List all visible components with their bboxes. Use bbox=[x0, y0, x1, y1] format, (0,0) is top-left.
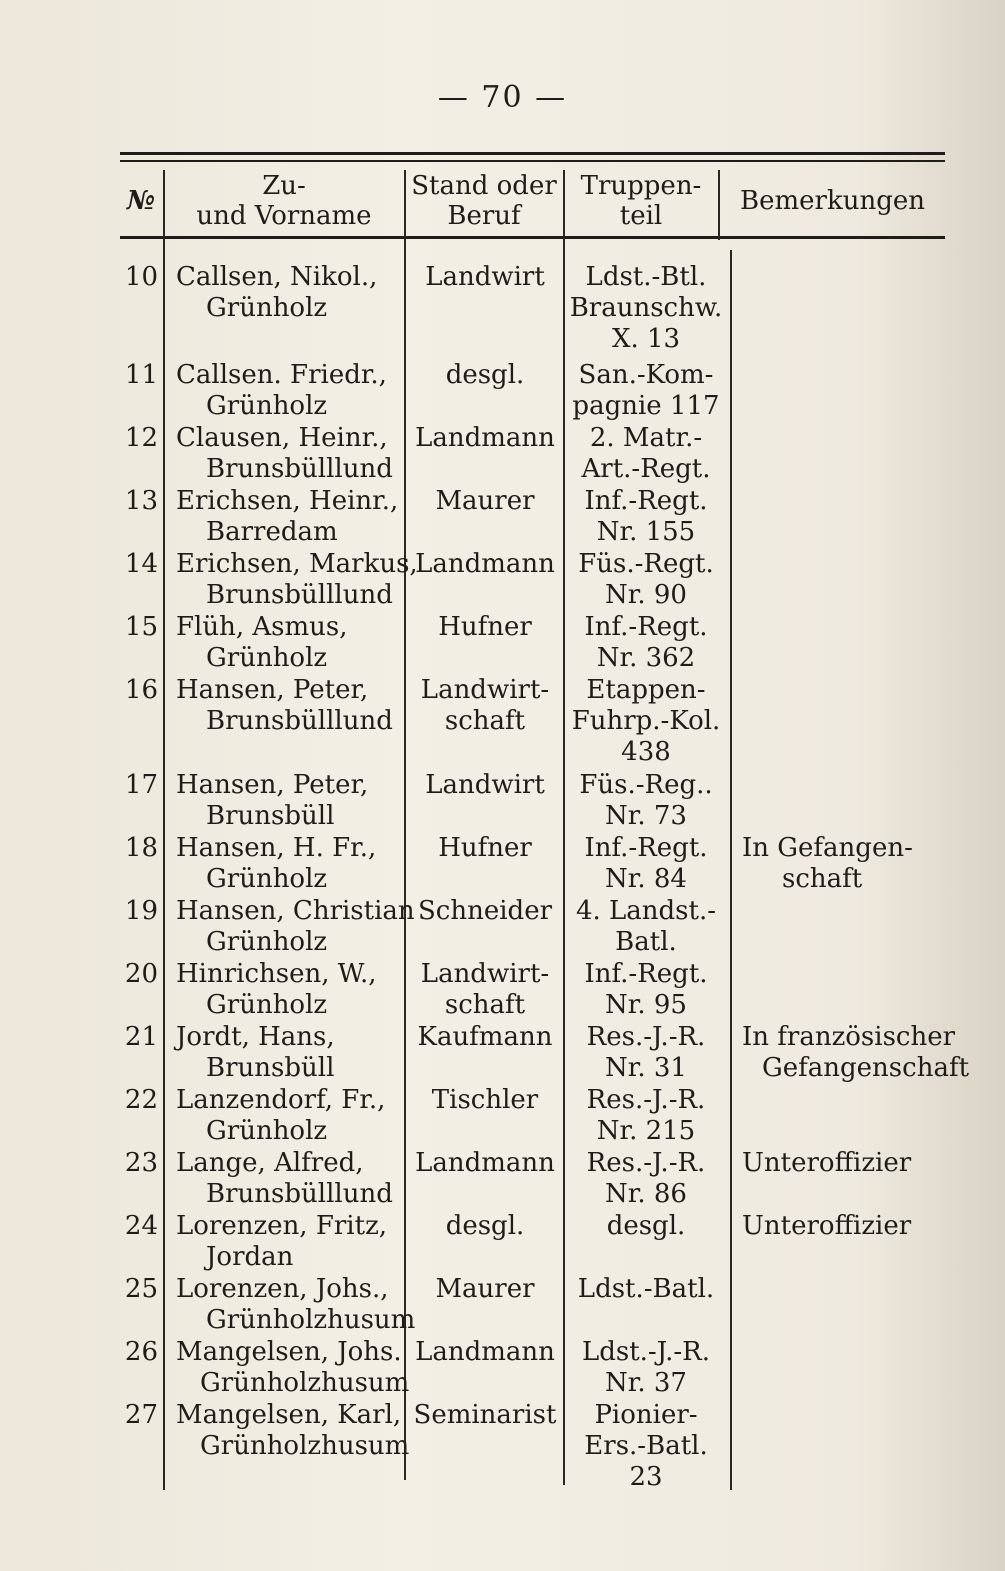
row-unit: Ldst.-Batl. bbox=[577, 1274, 715, 1304]
row-name: Lorenzen, Fritz, Jordan bbox=[176, 1211, 388, 1272]
row-occupation: Seminarist bbox=[413, 1400, 557, 1430]
row-occupation: Tischler bbox=[431, 1085, 539, 1115]
row-occupation: Maurer bbox=[435, 486, 535, 516]
row-occupation: Hufner bbox=[438, 833, 532, 863]
top-rule-thin bbox=[120, 160, 945, 162]
row-remarks: Unteroffizier bbox=[742, 1211, 912, 1241]
row-number: 12 bbox=[124, 423, 158, 453]
row-unit: Inf.-Regt. Nr. 155 bbox=[584, 486, 708, 547]
header-remarks: Bemerkungen bbox=[740, 186, 925, 216]
row-unit: Etappen- Fuhrp.-Kol. 438 bbox=[571, 675, 721, 767]
row-number: 11 bbox=[124, 360, 158, 390]
row-name: Lanzendorf, Fr., Grünholz bbox=[176, 1085, 386, 1146]
row-name: Jordt, Hans, Brunsbüll bbox=[176, 1022, 335, 1083]
row-number: 20 bbox=[124, 959, 158, 989]
row-number: 21 bbox=[124, 1022, 158, 1052]
row-occupation: Landwirt- schaft bbox=[420, 675, 550, 736]
row-name: Lorenzen, Johs., Grünholzhusum bbox=[176, 1274, 416, 1335]
row-remarks: Unteroffizier bbox=[742, 1148, 912, 1178]
row-unit: Res.-J.-R. Nr. 86 bbox=[586, 1148, 706, 1209]
row-number: 19 bbox=[124, 896, 158, 926]
row-unit: Inf.-Regt. Nr. 362 bbox=[584, 612, 708, 673]
row-number: 22 bbox=[124, 1085, 158, 1115]
row-occupation: Landmann bbox=[415, 1337, 555, 1367]
row-unit: 2. Matr.- Art.-Regt. bbox=[581, 423, 711, 484]
row-unit: Ldst.-Btl. Braunschw. X. 13 bbox=[569, 262, 723, 354]
column-divider bbox=[563, 170, 565, 1485]
row-name: Callsen. Friedr., Grünholz bbox=[176, 360, 387, 421]
row-name: Erichsen, Markus, Brunsbülllund bbox=[176, 549, 418, 610]
top-rule bbox=[120, 152, 945, 155]
row-occupation: Maurer bbox=[435, 1274, 535, 1304]
column-divider bbox=[730, 250, 732, 1490]
row-unit: Inf.-Regt. Nr. 95 bbox=[584, 959, 708, 1020]
row-unit: San.-Kom- pagnie 117 bbox=[572, 360, 720, 421]
header-number: № bbox=[126, 186, 156, 216]
row-unit: Inf.-Regt. Nr. 84 bbox=[584, 833, 708, 894]
row-name: Hansen, H. Fr., Grünholz bbox=[176, 833, 377, 894]
row-number: 18 bbox=[124, 833, 158, 863]
row-number: 25 bbox=[124, 1274, 158, 1304]
header-unit: Truppen- teil bbox=[580, 171, 702, 231]
row-occupation: desgl. bbox=[445, 360, 525, 390]
row-name: Hinrichsen, W., Grünholz bbox=[176, 959, 377, 1020]
row-occupation: Hufner bbox=[438, 612, 532, 642]
row-occupation: Landwirt bbox=[425, 262, 545, 292]
column-divider bbox=[163, 170, 165, 1490]
page-number: — 70 — bbox=[437, 80, 568, 115]
row-unit: Füs.-Regt. Nr. 90 bbox=[578, 549, 714, 610]
row-unit: 4. Landst.- Batl. bbox=[575, 896, 717, 957]
row-number: 24 bbox=[124, 1211, 158, 1241]
row-name: Mangelsen, Karl, Grünholzhusum bbox=[176, 1400, 410, 1461]
row-unit: Füs.-Reg.. Nr. 73 bbox=[579, 770, 713, 831]
row-unit: Ldst.-J.-R. Nr. 37 bbox=[581, 1337, 711, 1398]
row-unit: Res.-J.-R. Nr. 215 bbox=[586, 1085, 706, 1146]
row-name: Hansen, Peter, Brunsbülllund bbox=[176, 675, 393, 736]
row-unit: desgl. bbox=[606, 1211, 686, 1241]
row-name: Hansen, Christian Grünholz bbox=[176, 896, 415, 957]
row-name: Callsen, Nikol., Grünholz bbox=[176, 262, 378, 323]
row-number: 27 bbox=[124, 1400, 158, 1430]
row-name: Lange, Alfred, Brunsbülllund bbox=[176, 1148, 393, 1209]
row-unit: Pionier- Ers.-Batl. 23 bbox=[584, 1400, 708, 1492]
header-stand: Stand oder Beruf bbox=[411, 171, 557, 231]
row-occupation: Landmann bbox=[415, 549, 555, 579]
row-occupation: desgl. bbox=[445, 1211, 525, 1241]
row-number: 17 bbox=[124, 770, 158, 800]
row-number: 26 bbox=[124, 1337, 158, 1367]
row-unit: Res.-J.-R. Nr. 31 bbox=[586, 1022, 706, 1083]
row-name: Mangelsen, Johs. Grünholzhusum bbox=[176, 1337, 410, 1398]
row-name: Hansen, Peter, Brunsbüll bbox=[176, 770, 369, 831]
row-number: 13 bbox=[124, 486, 158, 516]
row-number: 14 bbox=[124, 549, 158, 579]
row-name: Flüh, Asmus, Grünholz bbox=[176, 612, 348, 673]
row-number: 10 bbox=[124, 262, 158, 292]
row-occupation: Kaufmann bbox=[417, 1022, 553, 1052]
row-number: 15 bbox=[124, 612, 158, 642]
row-remarks: In französischer Gefangenschaft bbox=[742, 1022, 970, 1083]
row-occupation: Landwirt bbox=[425, 770, 545, 800]
row-name: Erichsen, Heinr., Barredam bbox=[176, 486, 399, 547]
header-name: Zu- und Vorname bbox=[196, 171, 372, 231]
row-occupation: Landmann bbox=[415, 1148, 555, 1178]
header-rule bbox=[120, 236, 945, 239]
row-name: Clausen, Heinr., Brunsbülllund bbox=[176, 423, 393, 484]
row-occupation: Schneider bbox=[417, 896, 553, 926]
row-remarks: In Gefangen- schaft bbox=[742, 833, 913, 894]
row-occupation: Landwirt- schaft bbox=[420, 959, 550, 1020]
row-number: 16 bbox=[124, 675, 158, 705]
row-occupation: Landmann bbox=[415, 423, 555, 453]
row-number: 23 bbox=[124, 1148, 158, 1178]
